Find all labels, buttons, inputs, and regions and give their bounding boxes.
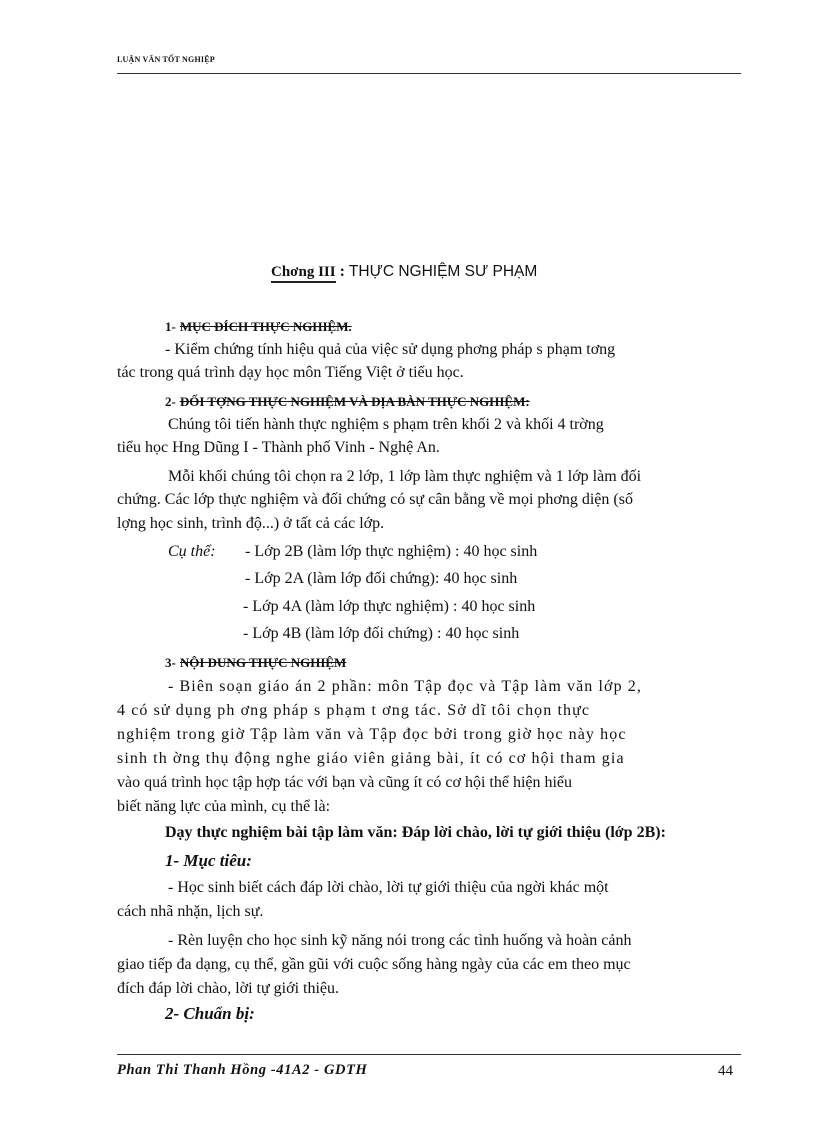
running-header: LUẬN VĂN TỐT NGHIỆP [117,55,215,64]
muc-tieu-line: cách nhã nhặn, lịch sự. [117,903,264,920]
section-1-heading: 1- MỤC ĐÍCH THỰC NGHIỆM. [165,319,352,334]
cu-the-label: Cụ thể: [168,543,216,560]
muc-tieu-line: - Rèn luyện cho học sinh kỹ năng nói trong các tình huống và hoàn cảnh [168,932,632,949]
chuan-bi-heading: 2- Chuẩn bị: [165,1004,255,1023]
class-row: - Lớp 2B (làm lớp thực nghiệm) : 40 học sinh [245,543,538,560]
section-3-line: 4 có sử dụng ph ơng pháp s phạm t ơng tác. Sở dĩ tôi chọn thực [117,702,591,719]
muc-tieu-line: đích đáp lời chào, lời tự giới thiệu. [117,980,340,997]
section-1-line: - Kiểm chứng tính hiệu quả của việc sử dụng phơng pháp s phạm tơng [165,341,616,358]
title-separator: : [335,263,349,280]
section-3-line: - Biên soạn giáo án 2 phần: môn Tập đọc và Tập làm văn lớp 2, [168,678,642,695]
section-3-line: nghiệm trong giờ Tập làm văn và Tập đọc bởi trong giờ học này học [117,726,627,743]
section-3-heading: 3- NỘI DUNG THỰC NGHIỆM [165,655,347,670]
chapter-number: Chơng III [271,264,336,283]
class-row: - Lớp 2A (làm lớp đối chứng): 40 học sinh [245,570,518,587]
footer-author: Phan Thi Thanh Hồng -41A2 - GDTH [117,1062,368,1078]
header-rule [117,73,741,74]
muc-tieu-line: - Học sinh biết cách đáp lời chào, lời tự giới thiệu của ngời khác một [168,879,609,896]
section-2-heading: 2- ĐỐI TỢNG THỰC NGHIỆM VÀ ĐỊA BÀN THỰC NGHIỆM: [165,394,530,409]
section-2-line: Mỗi khối chúng tôi chọn ra 2 lớp, 1 lớp làm thực nghiệm và 1 lớp làm đối [168,468,642,485]
section-3-line: biết năng lực của mình, cụ thể là: [117,798,331,815]
muc-tieu-line: giao tiếp đa dạng, cụ thể, gần gũi với cuộc sống hàng ngày của các em theo mục [117,956,631,973]
chapter-title [271,263,537,281]
lesson-title: Dạy thực nghiệm bài tập làm văn: Đáp lời chào, lời tự giới thiệu (lớp 2B): [165,824,666,841]
section-3-line: vào quá trình học tập hợp tác với bạn và cũng ít có cơ hội thể hiện hiểu [117,774,573,791]
section-2-line: lợng học sinh, trình độ...) ở tất cả các lớp. [117,515,385,532]
section-2-line: Chúng tôi tiến hành thực nghiệm s phạm trên khối 2 và khối 4 trờng [168,416,604,433]
section-2-line: chứng. Các lớp thực nghiệm và đối chứng có sự cân bằng về mọi phơng diện (số [117,491,633,508]
footer-rule [117,1054,741,1055]
class-row: - Lớp 4A (làm lớp thực nghiệm) : 40 học sinh [243,598,536,615]
section-2-line: tiểu học Hng Dũng I - Thành phố Vinh - Nghệ An. [117,439,440,456]
section-1-line: tác trong quá trình dạy học môn Tiếng Việt ở tiểu học. [117,364,464,381]
class-row: - Lớp 4B (làm lớp đối chứng) : 40 học sinh [243,625,520,642]
chapter-name: THỰC NGHIỆM SƯ PHẠM [348,263,538,280]
muc-tieu-heading: 1- Mục tiêu: [165,851,252,870]
page-number: 44 [718,1063,733,1079]
section-3-line: sinh th ờng thụ động nghe giáo viên giảng bài, ít có cơ hội tham gia [117,750,625,767]
